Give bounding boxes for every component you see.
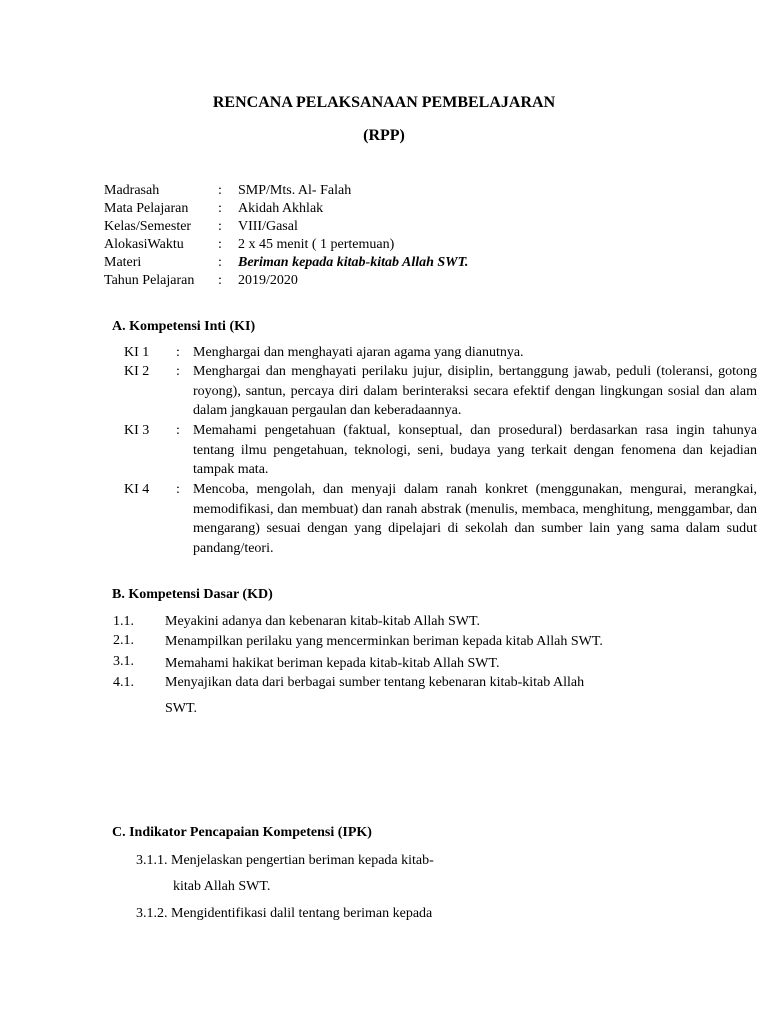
ki-colon: : — [176, 482, 180, 497]
ki-label: KI 1 — [124, 345, 150, 360]
kd-number: 1.1. — [113, 614, 134, 629]
ki-label: KI 2 — [124, 364, 150, 379]
identity-label-kelas: Kelas/Semester — [104, 219, 192, 234]
identity-value-tahun: 2019/2020 — [238, 273, 298, 288]
ki-label: KI 3 — [124, 423, 150, 438]
identity-value-madrasah: SMP/Mts. Al- Falah — [238, 183, 352, 198]
ipk-item-continuation: kitab Allah SWT. — [173, 879, 271, 894]
ki-text: Mencoba, mengolah, dan menyaji dalam ranah konkret (menggunakan, mengurai, merangkai, memodifikasi, dan membuat) dan ranah abstrak (menulis, membaca, menghitung, menggambar, dan mengarang) sesuai dengan yang dipelajari di sekolah dan sumber lain yang sama dalam sudut pandang/teori. — [193, 482, 757, 557]
identity-label-alokasi: AlokasiWaktu — [104, 237, 184, 252]
ki-text: Memahami pengetahuan (faktual, konseptual, dan prosedural) berdasarkan rasa ingin tahunya tentang ilmu pengetahuan, teknologi, seni, budaya yang terkait dengan fenomena dan kejadian tampak mata. — [193, 423, 757, 478]
identity-label-madrasah: Madrasah — [104, 183, 160, 198]
identity-value-mapel: Akidah Akhlak — [238, 201, 324, 216]
kd-number: 4.1. — [113, 675, 134, 690]
kd-text: Menyajikan data dari berbagai sumber tentang kebenaran kitab-kitab Allah — [165, 675, 585, 690]
section-b-heading: B. Kompetensi Dasar (KD) — [112, 587, 273, 602]
ki-text: Menghargai dan menghayati ajaran agama yang dianutnya. — [193, 345, 524, 360]
document-title: RENCANA PELAKSANAAN PEMBELAJARAN — [212, 94, 556, 111]
kd-number: 2.1. — [113, 633, 134, 648]
identity-value-alokasi: 2 x 45 menit ( 1 pertemuan) — [238, 237, 395, 252]
ki-label: KI 4 — [124, 482, 150, 497]
ki-colon: : — [176, 364, 180, 379]
identity-colon: : — [218, 237, 222, 252]
ki-colon: : — [176, 423, 180, 438]
identity-colon: : — [218, 219, 222, 234]
identity-colon: : — [218, 273, 222, 288]
section-a-heading: A. Kompetensi Inti (KI) — [112, 319, 256, 334]
identity-colon: : — [218, 255, 222, 270]
identity-value-materi: Beriman kepada kitab-kitab Allah SWT. — [238, 255, 469, 270]
ki-colon: : — [176, 345, 180, 360]
section-c-heading: C. Indikator Pencapaian Kompetensi (IPK) — [112, 825, 372, 840]
kd-text: Meyakini adanya dan kebenaran kitab-kitab Allah SWT. — [165, 614, 481, 629]
identity-label-mapel: Mata Pelajaran — [104, 201, 189, 216]
kd-text-continuation: SWT. — [165, 701, 198, 716]
document-subtitle: (RPP) — [363, 127, 405, 144]
kd-number: 3.1. — [113, 654, 134, 669]
identity-colon: : — [218, 183, 222, 198]
identity-colon: : — [218, 201, 222, 216]
ipk-item: 3.1.2. Mengidentifikasi dalil tentang beriman kepada — [136, 906, 433, 921]
identity-label-tahun: Tahun Pelajaran — [104, 273, 195, 288]
kd-text: Menampilkan perilaku yang mencerminkan beriman kepada kitab Allah SWT. — [165, 634, 603, 649]
identity-label-materi: Materi — [104, 255, 142, 270]
ipk-item: 3.1.1. Menjelaskan pengertian beriman kepada kitab- — [136, 853, 434, 868]
ki-text: Menghargai dan menghayati perilaku jujur, disiplin, bertanggung jawab, peduli (toleransi, gotong royong), santun, percaya diri dalam berinteraksi secara efektif dengan lingkungan sosial dan alam dalam jangkauan pergaulan dan keberadaannya. — [193, 364, 757, 419]
identity-value-kelas: VIII/Gasal — [238, 219, 298, 234]
kd-text: Memahami hakikat beriman kepada kitab-kitab Allah SWT. — [165, 656, 500, 671]
